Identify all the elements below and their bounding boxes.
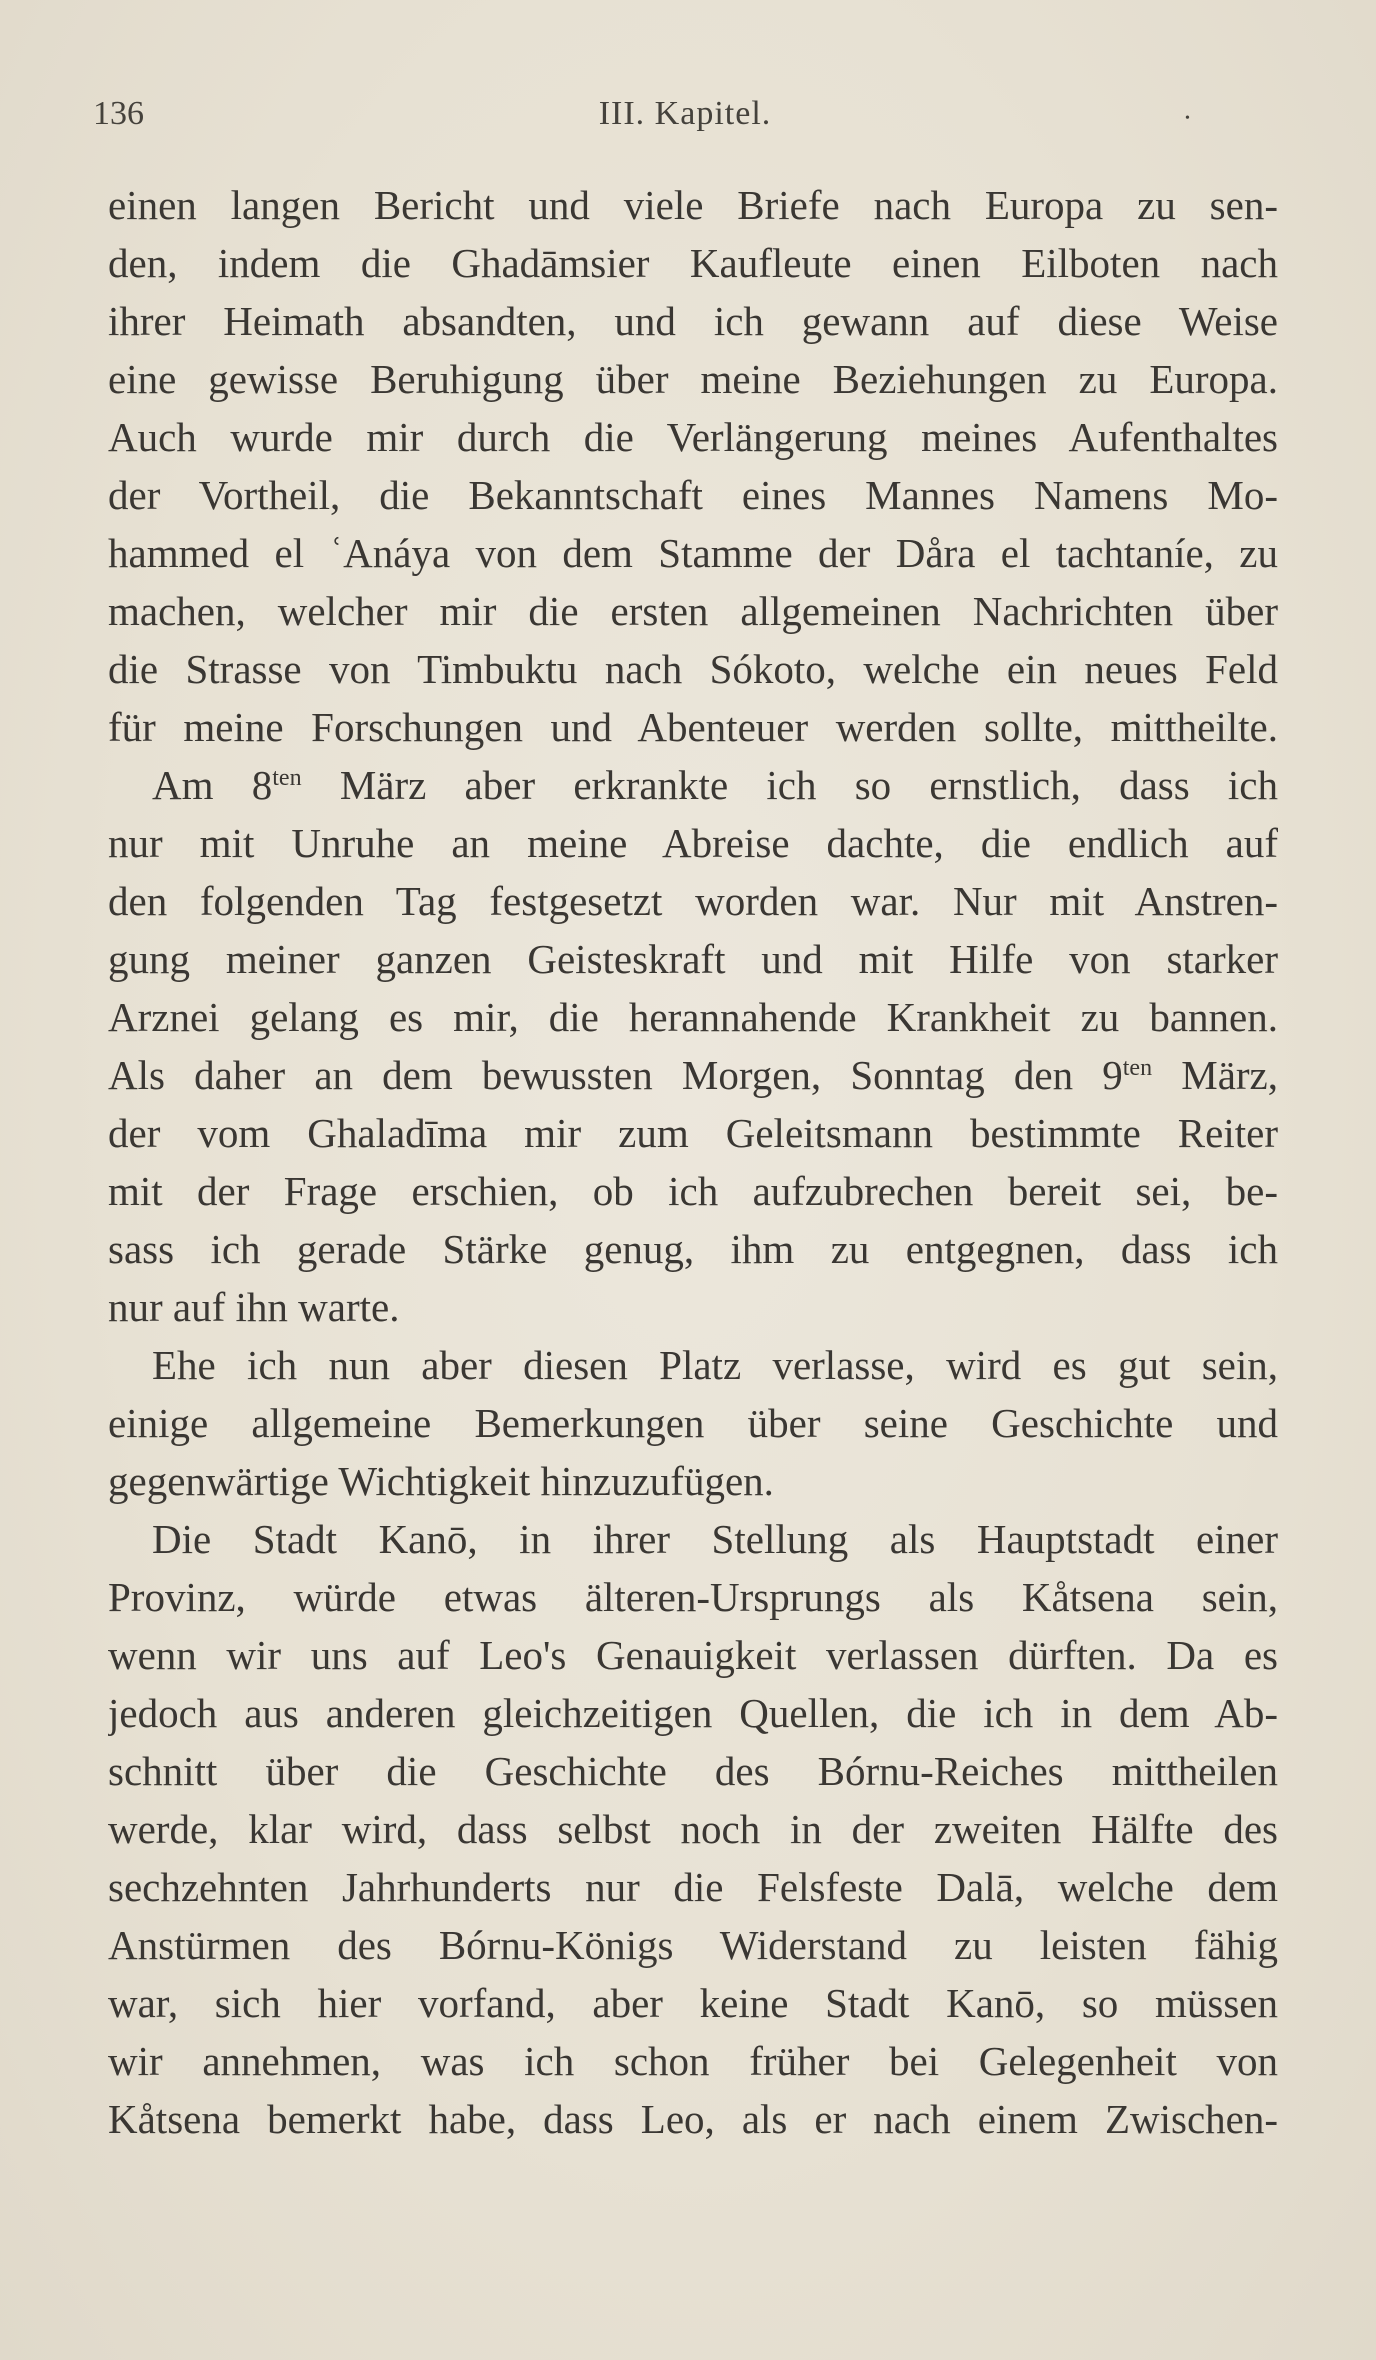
text-line: Die Stadt Kanō, in ihrer Stellung als Hauptstadt einer — [152, 1516, 1278, 1562]
text-line: gung meiner ganzen Geisteskraft und mit Hilfe von starker — [108, 936, 1278, 982]
text-line: der vom Ghaladīma mir zum Geleitsmann bestimmte Reiter — [108, 1110, 1278, 1156]
text-line: eine gewisse Beruhigung über meine Beziehungen zu Europa. — [108, 356, 1278, 402]
text-line: sass ich gerade Stärke genug, ihm zu entgegnen, dass ich — [108, 1226, 1278, 1272]
text-run: März, — [1152, 1052, 1278, 1098]
text-run: Am 8 — [152, 762, 273, 808]
superscript: ten — [1122, 1055, 1153, 1081]
text-line: für meine Forschungen und Abenteuer werden sollte, mittheilte. — [108, 704, 1278, 750]
running-head: III. Kapitel. — [598, 95, 772, 132]
text-line: der Vortheil, die Bekanntschaft eines Mannes Namens Mo- — [108, 472, 1278, 518]
text-line: jedoch aus anderen gleichzeitigen Quellen, die ich in dem Ab- — [108, 1690, 1278, 1736]
text-line: den folgenden Tag festgesetzt worden war. Nur mit Anstren- — [108, 878, 1278, 924]
text-line: nur mit Unruhe an meine Abreise dachte, die endlich auf — [108, 820, 1278, 866]
paragraph-3 — [108, 1336, 1278, 1510]
body-text — [108, 176, 1278, 2148]
text-line — [108, 756, 1278, 814]
text-line: wenn wir uns auf Leo's Genauigkeit verlassen dürften. Da es — [108, 1632, 1278, 1678]
paragraph-4 — [108, 1510, 1278, 2148]
page-header — [93, 95, 1277, 139]
text-line: Anstürmen des Bórnu-Königs Widerstand zu leisten fähig — [108, 1922, 1278, 1968]
text-line: sechzehnten Jahrhunderts nur die Felsfeste Dalā, welche dem — [108, 1864, 1278, 1910]
page-number: 136 — [93, 95, 144, 132]
superscript: ten — [272, 765, 302, 791]
text-line — [108, 1046, 1278, 1104]
text-line: wir annehmen, was ich schon früher bei Gelegenheit von — [108, 2038, 1278, 2084]
text-line: hammed el ʿAnáya von dem Stamme der Dåra el tachtaníe, zu — [108, 530, 1278, 576]
print-speck: • — [1185, 111, 1190, 126]
text-line: schnitt über die Geschichte des Bórnu-Reiches mittheilen — [108, 1748, 1278, 1794]
text-line: einige allgemeine Bemerkungen über seine Geschichte und — [108, 1400, 1278, 1446]
text-line: Arznei gelang es mir, die herannahende Krankheit zu bannen. — [108, 994, 1278, 1040]
text-line: den, indem die Ghadāmsier Kaufleute einen Eilboten nach — [108, 240, 1278, 286]
paragraph-2 — [108, 756, 1278, 1336]
text-run: Als daher an dem bewussten Morgen, Sonntag den 9 — [108, 1052, 1123, 1098]
text-line: gegenwärtige Wichtigkeit hinzuzufügen. — [108, 1458, 774, 1504]
text-line: Ehe ich nun aber diesen Platz verlasse, wird es gut sein, — [152, 1342, 1278, 1388]
text-line: werde, klar wird, dass selbst noch in der zweiten Hälfte des — [108, 1806, 1278, 1852]
text-line: mit der Frage erschien, ob ich aufzubrechen bereit sei, be- — [108, 1168, 1278, 1214]
text-line: Provinz, würde etwas älteren-Ursprungs als Kåtsena sein, — [108, 1574, 1278, 1620]
text-line: war, sich hier vorfand, aber keine Stadt Kanō, so müssen — [108, 1980, 1278, 2026]
text-line: ihrer Heimath absandten, und ich gewann auf diese Weise — [108, 298, 1278, 344]
text-line: Kåtsena bemerkt habe, dass Leo, als er nach einem Zwischen- — [108, 2096, 1278, 2142]
text-line: einen langen Bericht und viele Briefe nach Europa zu sen- — [108, 182, 1278, 228]
paragraph-1 — [108, 176, 1278, 756]
text-line: die Strasse von Timbuktu nach Sókoto, welche ein neues Feld — [108, 646, 1278, 692]
text-line: nur auf ihn warte. — [108, 1284, 400, 1330]
text-run: März aber erkrankte ich so ernstlich, dass ich — [301, 762, 1279, 808]
text-line: machen, welcher mir die ersten allgemeinen Nachrichten über — [108, 588, 1278, 634]
text-line: Auch wurde mir durch die Verlängerung meines Aufenthaltes — [108, 414, 1278, 460]
